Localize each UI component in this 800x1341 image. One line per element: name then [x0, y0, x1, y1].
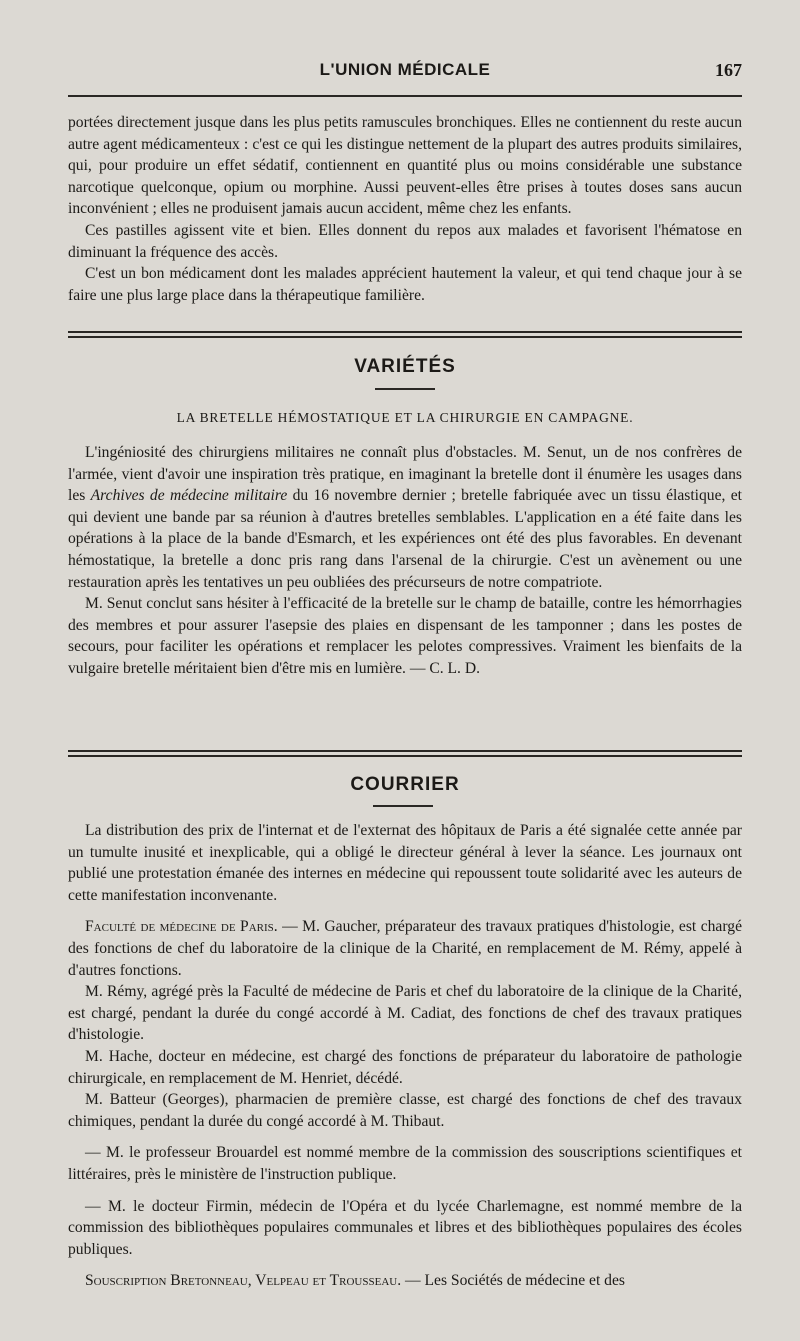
section-title-courrier: COURRIER [350, 774, 460, 795]
varietes-text [68, 442, 742, 680]
intro-text [68, 112, 742, 306]
title-underline-varietes [375, 388, 435, 390]
varietes-paragraph-1-end: du 16 novembre dernier ; bretelle fabriquée avec un tissu élastique, et qui devient une bande par sa réunion à d'autres bretelles semblables. L'application en a été faite dans les opérations à la place de la bande d'Esmarch, et les expériences ont été des plus favorables. En devenant hémostatique, la bretelle a donc pris rang dans l'arsenal de la chirurgie. C'est un avènement ou une restauration après les tentatives un peu oubliées des précurseurs de notre compatriote. [68, 487, 742, 591]
title-underline-courrier [373, 805, 433, 807]
courrier-paragraph-1: La distribution des prix de l'internat et de l'externat des hôpitaux de Paris a été signalée cette année par un tumulte inusité et inexplicable, qui a obligé le directeur général à lever la séance. Les journaux ont publié une protestation émanée des internes en médecine qui repoussent toute solidarité avec les auteurs de cette manifestation inconvenante. [68, 822, 742, 904]
section-title-varietes: VARIÉTÉS [354, 356, 456, 377]
page-header [68, 60, 742, 86]
intro-paragraph-3: C'est un bon médicament dont les malades apprécient hautement la valeur, et qui tend chaque jour à se faire une plus large place dans la thérapeutique familière. [68, 265, 742, 304]
courrier-paragraph-8-body: — Les Sociétés de médecine et des [401, 1272, 625, 1290]
page-number: 167 [715, 60, 742, 80]
courrier-paragraph-2 [68, 916, 742, 981]
courrier-paragraph-2-lead: Faculté de médecine de Paris. [85, 918, 278, 936]
section-divider-courrier [68, 750, 742, 757]
journal-title: Archives de médecine militaire [90, 487, 288, 505]
courrier-text [68, 820, 742, 1292]
courrier-paragraph-7: — M. le docteur Firmin, médecin de l'Opéra et du lycée Charlemagne, est nommé membre de la commission des bibliothèques populaires communales et libres et des bibliothèques populaires des écoles publiques. [68, 1197, 742, 1258]
courrier-paragraph-8-lead: Souscription Bretonneau, Velpeau et Trousseau. [85, 1272, 402, 1290]
courrier-paragraph-2-body: — M. Gaucher, préparateur des travaux pratiques d'histologie, est chargé des fonctions de chef du laboratoire de la clinique de la Charité, en remplacement de M. Rémy, appelé à d'autres fonctions. [68, 918, 742, 979]
courrier-paragraph-4: M. Hache, docteur en médecine, est chargé des fonctions de préparateur du laboratoire de pathologie chirurgicale, en remplacement de M. Henriet, décédé. [68, 1047, 742, 1087]
running-title: L'UNION MÉDICALE [319, 60, 491, 79]
courrier-paragraph-8 [68, 1270, 742, 1292]
courrier-paragraph-5: M. Batteur (Georges), pharmacien de première classe, est chargé des fonctions de chef des travaux chimiques, pendant la durée du congé accordé à M. Thibaut. [68, 1091, 742, 1130]
intro-paragraph-1: portées directement jusque dans les plus petits ramuscules bronchiques. Elles ne contiennent du reste aucun autre agent médicamenteux : c'est ce qui les distingue nettement de la plupart des autres produits similaires, qui, pour produire un effet sédatif, contiennent en quantité plus ou moins considérable une substance narcotique quelconque, opium ou morphine. Aussi peuvent-elles être prises à toutes doses sans aucun inconvénient ; elles ne produisent jamais aucun accident, même chez les enfants. [68, 114, 742, 218]
varietes-paragraph-1 [68, 442, 742, 593]
section-divider-varietes [68, 331, 742, 338]
header-rule [68, 95, 742, 97]
courrier-paragraph-6: — M. le professeur Brouardel est nommé membre de la commission des souscriptions scientifiques et littéraires, près le ministère de l'instruction publique. [68, 1144, 742, 1183]
varietes-paragraph-1-start: L'ingéniosité des chirurgiens militaires ne connaît plus d'obstacles. M. Senut, un de nos confrères de l'armée, vient d'avoir une inspiration très pratique, en imaginant la bretelle dont il énumère les usages dans les [68, 444, 742, 505]
courrier-paragraph-3: M. Rémy, agrégé près la Faculté de médecine de Paris et chef du laboratoire de la clinique de la Charité, est chargé, pendant la durée du congé accordé à M. Cadiat, des fonctions de chef des travaux pratiques d'histologie. [68, 983, 742, 1044]
article-subtitle: LA BRETELLE HÉMOSTATIQUE ET LA CHIRURGIE EN CAMPAGNE. [176, 410, 634, 425]
varietes-paragraph-2: M. Senut conclut sans hésiter à l'efficacité de la bretelle sur le champ de bataille, contre les hémorrhagies des membres et pour assurer l'asepsie des plaies en dispensant de les tamponner ; dans les postes de secours, pour faciliter les opérations et remplacer les pelotes compressives. Vraiment les bienfaits de la vulgaire bretelle méritaient bien d'être mis en lumière. — C. L. D. [68, 595, 742, 677]
intro-paragraph-2: Ces pastilles agissent vite et bien. Elles donnent du repos aux malades et favorisent l'hématose en diminuant la fréquence des accès. [68, 221, 742, 261]
